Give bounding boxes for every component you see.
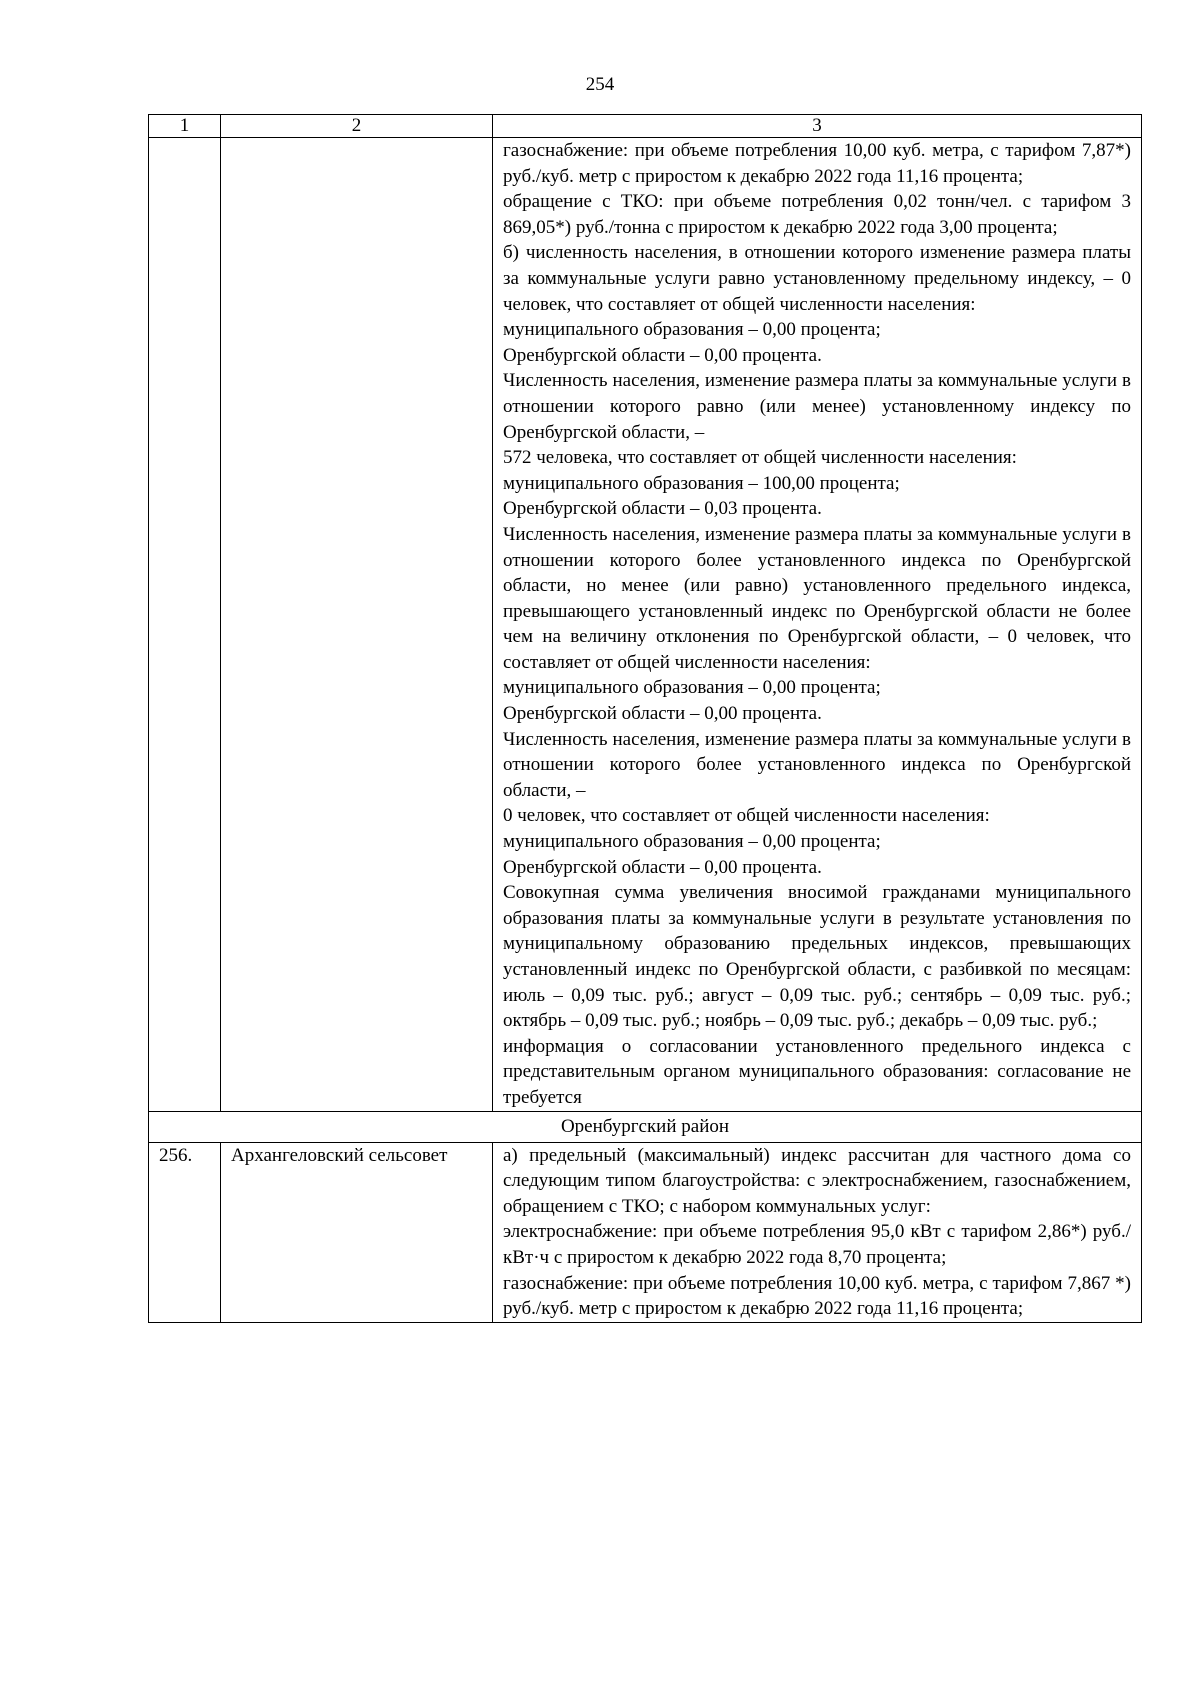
text-line: Численность населения, изменение размера платы за коммунальные услуги в отношении которого более установленного индекса по Оренбургской области, но менее (или равно) установленного предельного индекса, превышающего установленный индекс по Оренбургской области не более чем на величину отклонения по Оренбургской области, – 0 человек, что составляет от общей численности населения: [503,523,1131,673]
text-line: муниципального образования – 0,00 процента; [503,319,881,341]
row-number-cell: 256. [149,1142,221,1322]
text-line: Оренбургской области – 0,03 процента. [503,498,822,520]
table-row-256 [149,1142,1142,1322]
municipality-cell [221,138,493,1112]
text-line: Численность населения, изменение размера платы за коммунальные услуги в отношении которого равно (или менее) установленному индексу по Оренбургской области, – [503,370,1131,443]
municipality-cell: Архангеловский сельсовет [221,1142,493,1322]
text-line: муниципального образования – 0,00 процента; [503,677,881,699]
text-line: газоснабжение: при объеме потребления 10,00 куб. метра, с тарифом 7,87*) руб./куб. метр с приростом к декабрю 2022 года 11,16 процента; [503,140,1131,187]
column-header: 2 [221,115,493,138]
page-number: 254 [585,74,615,95]
text-line: муниципального образования – 100,00 процента; [503,472,900,494]
text-line: Совокупная сумма увеличения вносимой гражданами муниципального образования платы за коммунальные услуги в результате установления по муниципальному образованию предельных индексов, превышающих установленный индекс по Оренбургской области, с разбивкой по месяцам: июль – 0,09 тыс. руб.; август – 0,09 тыс. руб.; сентябрь – 0,09 тыс. руб.; октябрь – 0,09 тыс. руб.; ноябрь – 0,09 тыс. руб.; декабрь – 0,09 тыс. руб.; [503,882,1131,1032]
text-line: Оренбургской области – 0,00 процента. [503,344,822,366]
text-line: 572 человека, что составляет от общей численности населения: [503,447,1017,469]
text-line: Численность населения, изменение размера платы за коммунальные услуги в отношении которого более установленного индекса по Оренбургской области, – [503,728,1131,801]
text-line: обращение с ТКО: при объеме потребления 0,02 тонн/чел. с тарифом 3 869,05*) руб./тонна с приростом к декабрю 2022 года 3,00 процента; [503,191,1131,238]
text-line: Оренбургской области – 0,00 процента. [503,703,822,725]
text-line: а) предельный (максимальный) индекс рассчитан для частного дома со следующим типом благоустройства: с электроснабжением, газоснабжением, обращением с ТКО; с набором коммунальных услуг: [503,1144,1131,1217]
text-line: информация о согласовании установленного предельного индекса с представительным органом муниципального образования: согласование не требуется [503,1035,1131,1108]
column-header: 1 [149,115,221,138]
section-title: Оренбургский район [149,1111,1142,1142]
description-cell [493,138,1142,1112]
text-line: Оренбургской области – 0,00 процента. [503,856,822,878]
table-row-continuation [149,138,1142,1112]
section-row [149,1111,1142,1142]
table-header-row [149,115,1142,138]
text-line: электроснабжение: при объеме потребления 95,0 кВт с тарифом 2,86*) руб./кВт·ч с приростом к декабрю 2022 года 8,70 процента; [503,1221,1131,1268]
text-line: 0 человек, что составляет от общей численности населения: [503,805,990,827]
text-line: муниципального образования – 0,00 процента; [503,831,881,853]
text-line: газоснабжение: при объеме потребления 10,00 куб. метра, с тарифом 7,867 *) руб./куб. метр с приростом к декабрю 2022 года 11,16 процента; [503,1272,1131,1320]
column-header: 3 [493,115,1142,138]
row-number-cell [149,138,221,1112]
description-cell [493,1142,1142,1322]
data-table [148,114,1142,1323]
text-line: б) численность населения, в отношении которого изменение размера платы за коммунальные услуги равно установленному предельному индексу, – 0 человек, что составляет от общей численности населения: [503,242,1131,315]
